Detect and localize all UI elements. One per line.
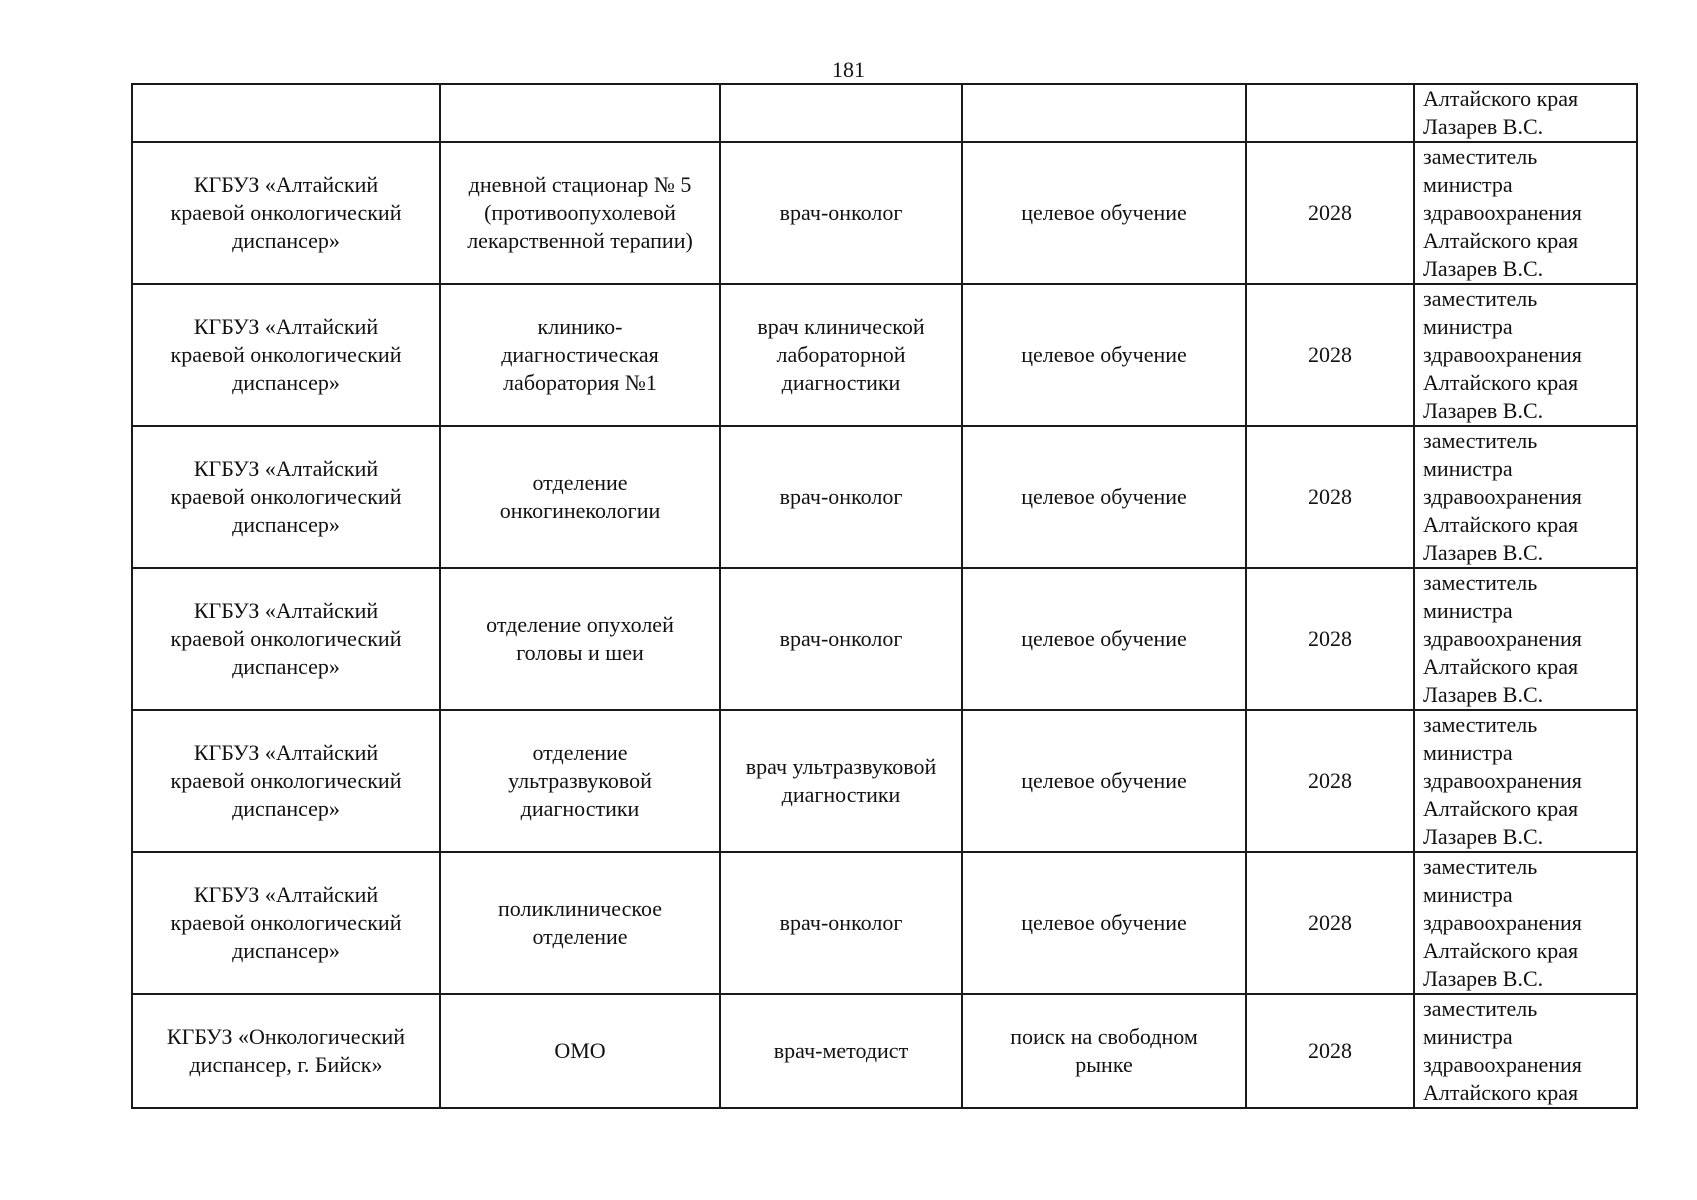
table-row — [132, 142, 1637, 284]
year-cell: 2028 — [1246, 852, 1414, 994]
responsible-cell: заместитель министра здравоохранения Алтайского края — [1414, 994, 1637, 1108]
table-row — [132, 710, 1637, 852]
year-cell: 2028 — [1246, 284, 1414, 426]
responsible-cell: Алтайского края Лазарев В.С. — [1414, 84, 1637, 142]
method-cell: целевое обучение — [962, 710, 1246, 852]
position-cell: врач-онколог — [720, 568, 962, 710]
method-cell: целевое обучение — [962, 426, 1246, 568]
table-row — [132, 568, 1637, 710]
position-cell: врач ультразвуковой диагностики — [720, 710, 962, 852]
responsible-cell: заместитель министра здравоохранения Алтайского края Лазарев В.С. — [1414, 852, 1637, 994]
organization-cell: КГБУЗ «Алтайский краевой онкологический диспансер» — [132, 426, 440, 568]
position-cell: врач-методист — [720, 994, 962, 1108]
responsible-cell: заместитель министра здравоохранения Алтайского края Лазарев В.С. — [1414, 284, 1637, 426]
table-row — [132, 426, 1637, 568]
organization-cell: КГБУЗ «Алтайский краевой онкологический диспансер» — [132, 568, 440, 710]
staffing-table — [131, 83, 1638, 1109]
department-cell: дневной стационар № 5 (противоопухолевой лекарственной терапии) — [440, 142, 720, 284]
year-cell: 2028 — [1246, 710, 1414, 852]
method-cell: целевое обучение — [962, 142, 1246, 284]
year-cell: 2028 — [1246, 426, 1414, 568]
department-cell: отделение ультразвуковой диагностики — [440, 710, 720, 852]
year-cell: 2028 — [1246, 142, 1414, 284]
department-cell: отделение опухолей головы и шеи — [440, 568, 720, 710]
department-cell: клинико- диагностическая лаборатория №1 — [440, 284, 720, 426]
method-cell: целевое обучение — [962, 852, 1246, 994]
organization-cell: КГБУЗ «Онкологический диспансер, г. Бийск» — [132, 994, 440, 1108]
table-row — [132, 852, 1637, 994]
page-number: 181 — [832, 57, 865, 82]
organization-cell: КГБУЗ «Алтайский краевой онкологический диспансер» — [132, 710, 440, 852]
method-cell — [962, 84, 1246, 142]
department-cell: поликлиническое отделение — [440, 852, 720, 994]
position-cell: врач клинической лабораторной диагностики — [720, 284, 962, 426]
department-cell: ОМО — [440, 994, 720, 1108]
responsible-cell: заместитель министра здравоохранения Алтайского края Лазарев В.С. — [1414, 426, 1637, 568]
method-cell: целевое обучение — [962, 284, 1246, 426]
responsible-cell: заместитель министра здравоохранения Алтайского края Лазарев В.С. — [1414, 142, 1637, 284]
department-cell: отделение онкогинекологии — [440, 426, 720, 568]
year-cell — [1246, 84, 1414, 142]
method-cell: целевое обучение — [962, 568, 1246, 710]
position-cell — [720, 84, 962, 142]
method-cell: поиск на свободном рынке — [962, 994, 1246, 1108]
position-cell: врач-онколог — [720, 142, 962, 284]
table-row — [132, 994, 1637, 1108]
table-row — [132, 284, 1637, 426]
year-cell: 2028 — [1246, 994, 1414, 1108]
organization-cell: КГБУЗ «Алтайский краевой онкологический диспансер» — [132, 852, 440, 994]
department-cell — [440, 84, 720, 142]
organization-cell: КГБУЗ «Алтайский краевой онкологический диспансер» — [132, 284, 440, 426]
position-cell: врач-онколог — [720, 852, 962, 994]
responsible-cell: заместитель министра здравоохранения Алтайского края Лазарев В.С. — [1414, 568, 1637, 710]
table-row — [132, 84, 1637, 142]
responsible-cell: заместитель министра здравоохранения Алтайского края Лазарев В.С. — [1414, 710, 1637, 852]
position-cell: врач-онколог — [720, 426, 962, 568]
year-cell: 2028 — [1246, 568, 1414, 710]
organization-cell: КГБУЗ «Алтайский краевой онкологический диспансер» — [132, 142, 440, 284]
organization-cell — [132, 84, 440, 142]
